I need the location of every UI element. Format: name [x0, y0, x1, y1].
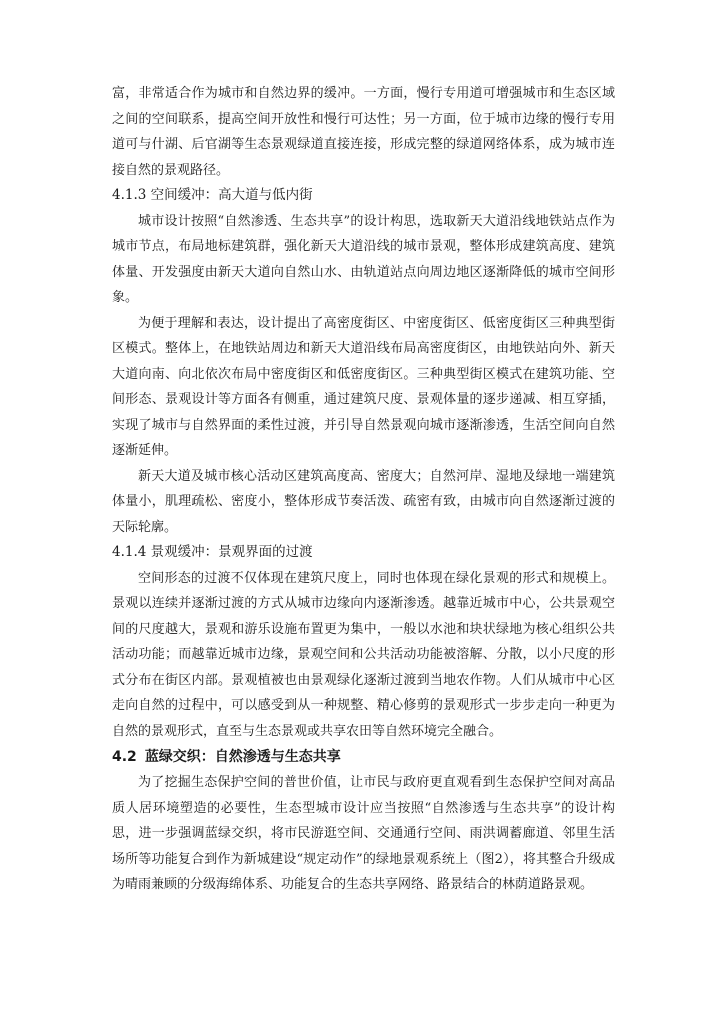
- paragraph-4-2-1: 为了挖掘生态保护空间的普世价值，让市民与政府更直观看到生态保护空间对高品质人居环境塑造的必要性，生态型城市设计应当按照“自然渗透与生态共享”的设计构思，进一步强调蓝绿交织，将市民游逛空间、交通通行空间、雨洪调蓄廊道、邻里生活场所等功能复合到作为新城建设“规定动作”的绿地景观系统上（图2），将其整合升级成为晴雨兼顾的分级海绵体系、功能复合的生态共享网络、路景结合的林荫道路景观。: [112, 775, 615, 892]
- heading-4-2-title: 蓝绿交织：自然渗透与生态共享: [144, 749, 341, 765]
- heading-4-1-3: 4.1.3 空间缓冲：高大道与低内街: [112, 187, 313, 203]
- heading-4-2-number: 4.2: [112, 749, 137, 765]
- document-page: [112, 81, 615, 898]
- paragraph-4-1-3-3: 新天大道及城市核心活动区建筑高度高、密度大；自然河岸、湿地及绿地一端建筑体量小，肌理疏松、密度小，整体形成节奏活泼、疏密有致，由城市向自然逐渐过渡的天际轮廓。: [112, 468, 615, 535]
- paragraph-4-1-3-2: 为便于理解和表达，设计提出了高密度街区、中密度街区、低密度街区三种典型街区模式。整体上，在地铁站周边和新天大道沿线布局高密度街区，由地铁站向外、新天大道向南、向北依次布局中密度街区和低密度街区。三种典型街区模式在建筑功能、空间形态、景观设计等方面各有侧重，通过建筑尺度、景观体量的逐步递减、相互穿插，实现了城市与自然界面的柔性过渡，并引导自然景观向城市逐渐渗透，生活空间向自然逐渐延伸。: [112, 315, 615, 458]
- paragraph-4-1-3-1: 城市设计按照“自然渗透、生态共享”的设计构思，选取新天大道沿线地铁站点作为城市节点，布局地标建筑群，强化新天大道沿线的城市景观，整体形成建筑高度、建筑体量、开发强度由新天大道向自然山水、由轨道站点向周边地区逐渐降低的城市空间形象。: [112, 213, 615, 305]
- paragraph-4-1-4-1: 空间形态的过渡不仅体现在建筑尺度上，同时也体现在绿化景观的形式和规模上。景观以连续并逐渐过渡的方式从城市边缘向内逐渐渗透。越靠近城市中心，公共景观空间的尺度越大，景观和游乐设施布置更为集中，一般以水池和块状绿地为核心组织公共活动功能；而越靠近城市边缘，景观空间和公共活动功能被溶解、分散，以小尺度的形式分布在街区内部。景观植被也由景观绿化逐渐过渡到当地农作物。人们从城市中心区走向自然的过程中，可以感受到从一种规整、精心修剪的景观形式一步步走向一种更为自然的景观形式，直至与生态景观或共享农田等自然环境完全融合。: [112, 570, 615, 739]
- heading-4-1-4: 4.1.4 景观缓冲：景观界面的过渡: [112, 544, 313, 560]
- heading-4-2: [112, 744, 615, 770]
- paragraph-intro: 富，非常适合作为城市和自然边界的缓冲。一方面，慢行专用道可增强城市和生态区域之间的空间联系，提高空间开放性和慢行可达性；另一方面，位于城市边缘的慢行专用道可与什湖、后官湖等生态景观绿道直接连接，形成完整的绿道网络体系，成为城市连接自然的景观路径。: [112, 86, 615, 178]
